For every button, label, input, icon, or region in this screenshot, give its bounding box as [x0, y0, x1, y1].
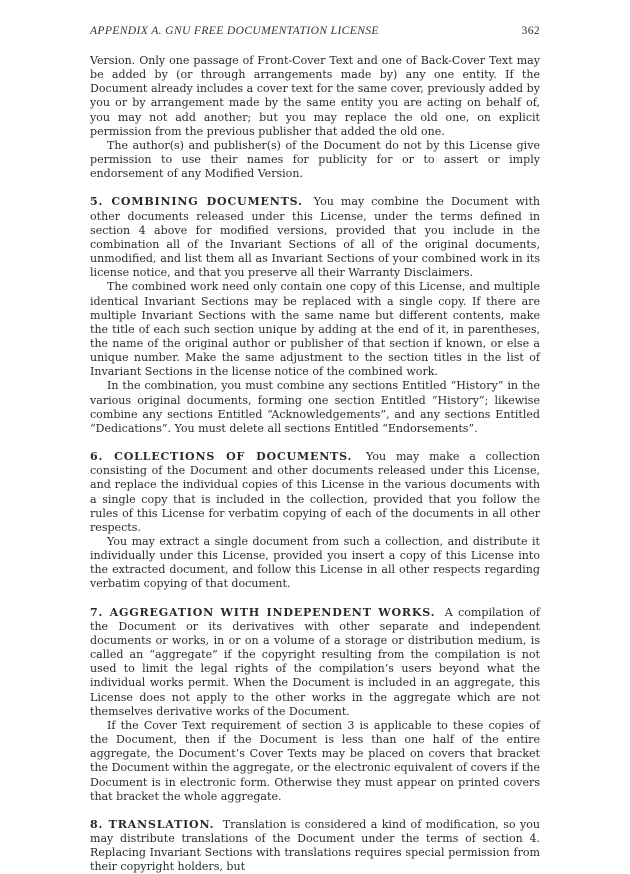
running-header — [90, 24, 540, 40]
section-6-paragraph-2: You may extract a single document from such a collection, and distribute it individually under this License, provided you insert a copy of this License into the extracted document, and follow this License in all other respects regarding verbatim copying of that document. — [90, 535, 540, 591]
document-page — [90, 24, 540, 874]
page-number: 362 — [521, 24, 540, 37]
section-7-title: 7. AGGREGATION WITH INDEPENDENT WORKS. — [90, 605, 436, 619]
section-5-paragraph-1 — [90, 195, 540, 280]
section-8-paragraph-1 — [90, 818, 540, 874]
running-title: APPENDIX A. GNU FREE DOCUMENTATION LICENSE — [90, 24, 379, 37]
section-5-text-1: You may combine the Document with other documents released under this License, under the terms defined in section 4 above for modified versions, provided that you include in the combination all of the Invariant Sections of all of the original documents, unmodified, and list them all as Invariant Sections of your combined work in its license notice, and that you preserve all their Warranty Disclaimers. — [90, 195, 541, 280]
section-5-paragraph-3: In the combination, you must combine any sections Entitled “History” in the various original documents, forming one section Entitled “History”; likewise combine any sections Entitled “Acknowledgements”, and any sections Entitled “Dedications”. You must delete all sections Entitled “Endorsements”. — [90, 379, 540, 435]
section-6-text-1: You may make a collection consisting of the Document and other documents released under this License, and replace the individual copies of this License in the various documents with a single copy that is included in the collection, provided that you follow the rules of this License for verbatim copying of each of the documents in all other respects. — [90, 450, 540, 534]
section-6-title: 6. COLLECTIONS OF DOCUMENTS. — [90, 450, 353, 464]
section-8-title: 8. TRANSLATION. — [90, 817, 215, 831]
continuation-paragraph-1: Version. Only one passage of Front-Cover Text and one of Back-Cover Text may be added by (or through arrangements made by) any one entity. If the Document already includes a cover text for the same cover, previously added by you or by arrangement made by the same entity you are acting on behalf of, you may not add another; but you may replace the old one, on explicit permission from the previous publisher that added the old one. — [90, 54, 540, 138]
section-6-paragraph-1 — [90, 450, 540, 535]
section-7-paragraph-1 — [90, 606, 540, 719]
section-5-paragraph-2: The combined work need only contain one copy of this License, and multiple identical Invariant Sections may be replaced with a single copy. If there are multiple Invariant Sections with the same name but different contents, make the title of each such section unique by adding at the end of it, in parentheses, the name of the original author or publisher of that section if known, or else a unique number. Make the same adjustment to the section titles in the list of Invariant Sections in the license notice of the combined work. — [90, 280, 540, 379]
section-5-title: 5. COMBINING DOCUMENTS. — [90, 195, 303, 209]
section-7-paragraph-2: If the Cover Text requirement of section 3 is applicable to these copies of the Document, then if the Document is less than one half of the entire aggregate, the Document’s Cover Texts may be placed on covers that bracket the Document within the aggregate, or the electronic equivalent of covers if the Document is in electronic form. Otherwise they must appear on printed covers that bracket the whole aggregate. — [90, 718, 540, 803]
section-8-text-1: Translation is considered a kind of modification, so you may distribute translations of the Document under the terms of section 4. Replacing Invariant Sections with translations requires special permission from their copyright holders, but — [90, 817, 540, 874]
section-7-text-1: A compilation of the Document or its derivatives with other separate and independent documents or works, in or on a volume of a storage or distribution medium, is called an “aggregate” if the copyright resulting from the compilation is not used to limit the legal rights of the compilation’s users beyond what the individual works permit. When the Document is included in an aggregate, this License does not apply to the other works in the aggregate which are not themselves derivative works of the Document. — [90, 605, 540, 718]
continuation-paragraph-2: The author(s) and publisher(s) of the Document do not by this License give permission to use their names for publicity for or to assert or imply endorsement of any Modified Version. — [90, 138, 540, 181]
